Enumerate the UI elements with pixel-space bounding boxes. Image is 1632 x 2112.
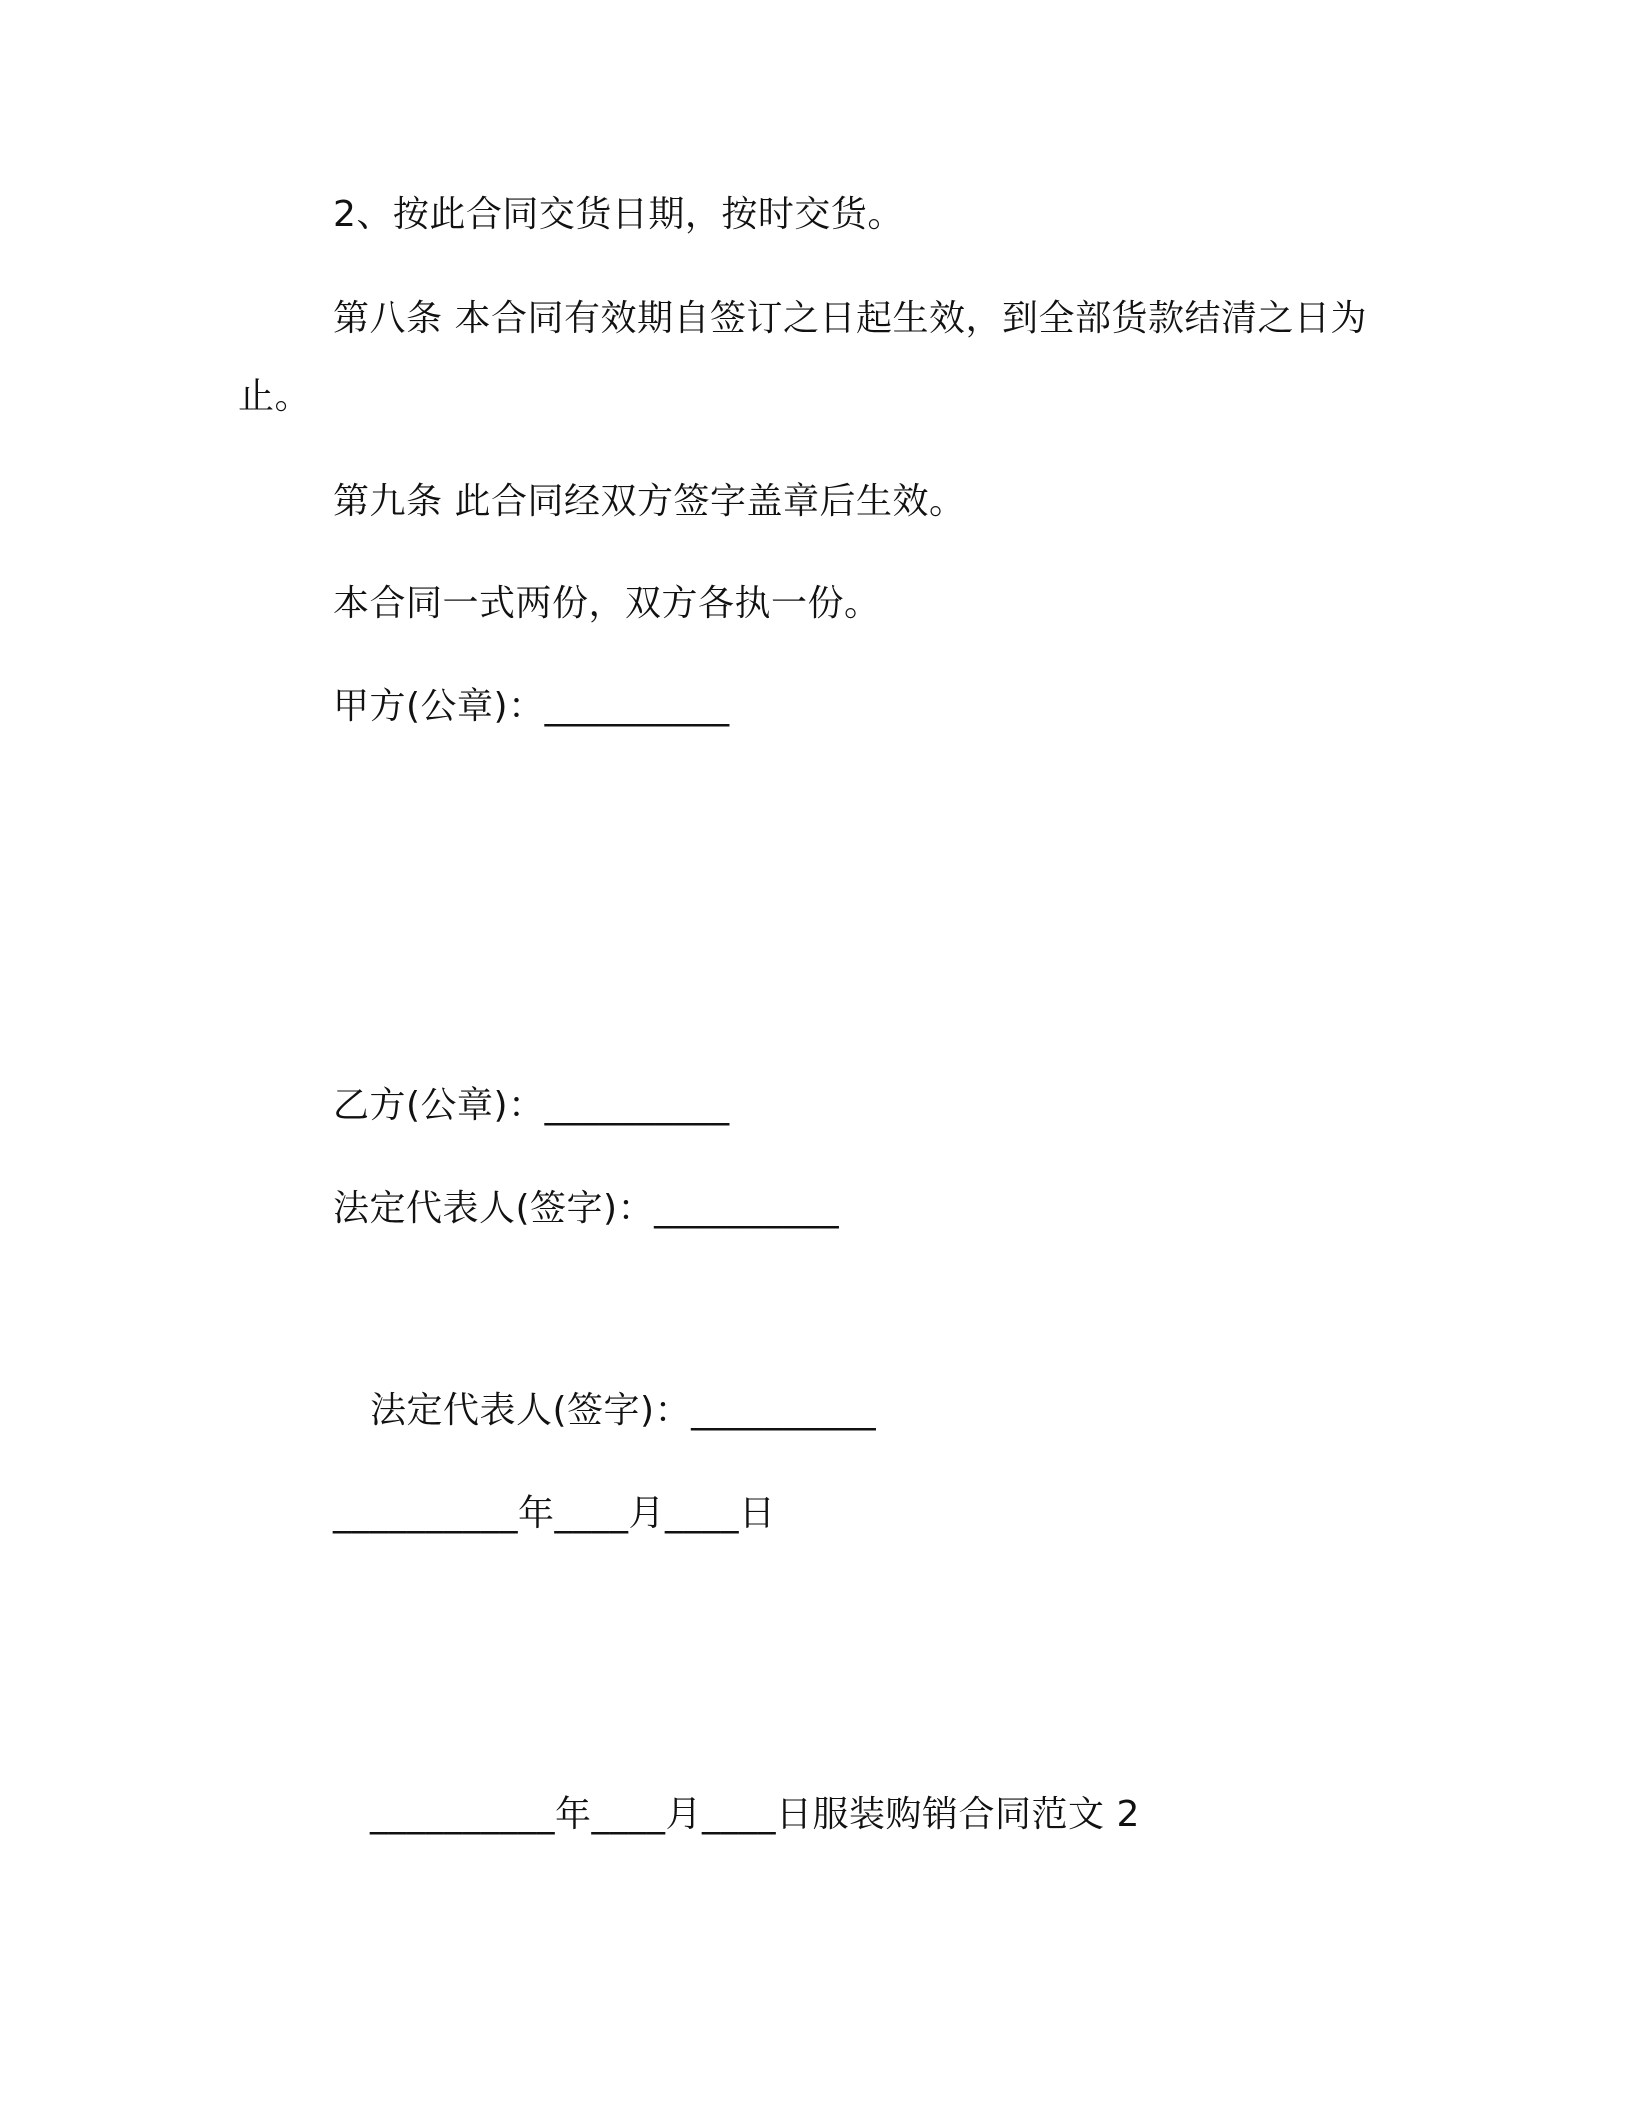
legal-representative-signature-b: 法定代表人(签字)：__________ bbox=[370, 1390, 877, 1431]
date-line-1: __________年____月____日 bbox=[333, 1493, 776, 1534]
party-a-seal: 甲方(公章)：__________ bbox=[333, 686, 730, 727]
article-9: 第九条 此合同经双方签字盖章后生效。 bbox=[333, 481, 966, 522]
clause-delivery-on-time: 2、按此合同交货日期，按时交货。 bbox=[333, 194, 904, 235]
party-b-seal: 乙方(公章)：__________ bbox=[333, 1085, 730, 1126]
article-8-line-2: 止。 bbox=[238, 376, 312, 417]
article-8-line-1: 第八条 本合同有效期自签订之日起生效，到全部货款结清之日为 bbox=[333, 298, 1367, 339]
date-line-2-with-title: __________年____月____日服装购销合同范文 2 bbox=[370, 1794, 1140, 1835]
legal-representative-signature-a: 法定代表人(签字)：__________ bbox=[333, 1188, 840, 1229]
copies-clause: 本合同一式两份，双方各执一份。 bbox=[333, 583, 881, 624]
